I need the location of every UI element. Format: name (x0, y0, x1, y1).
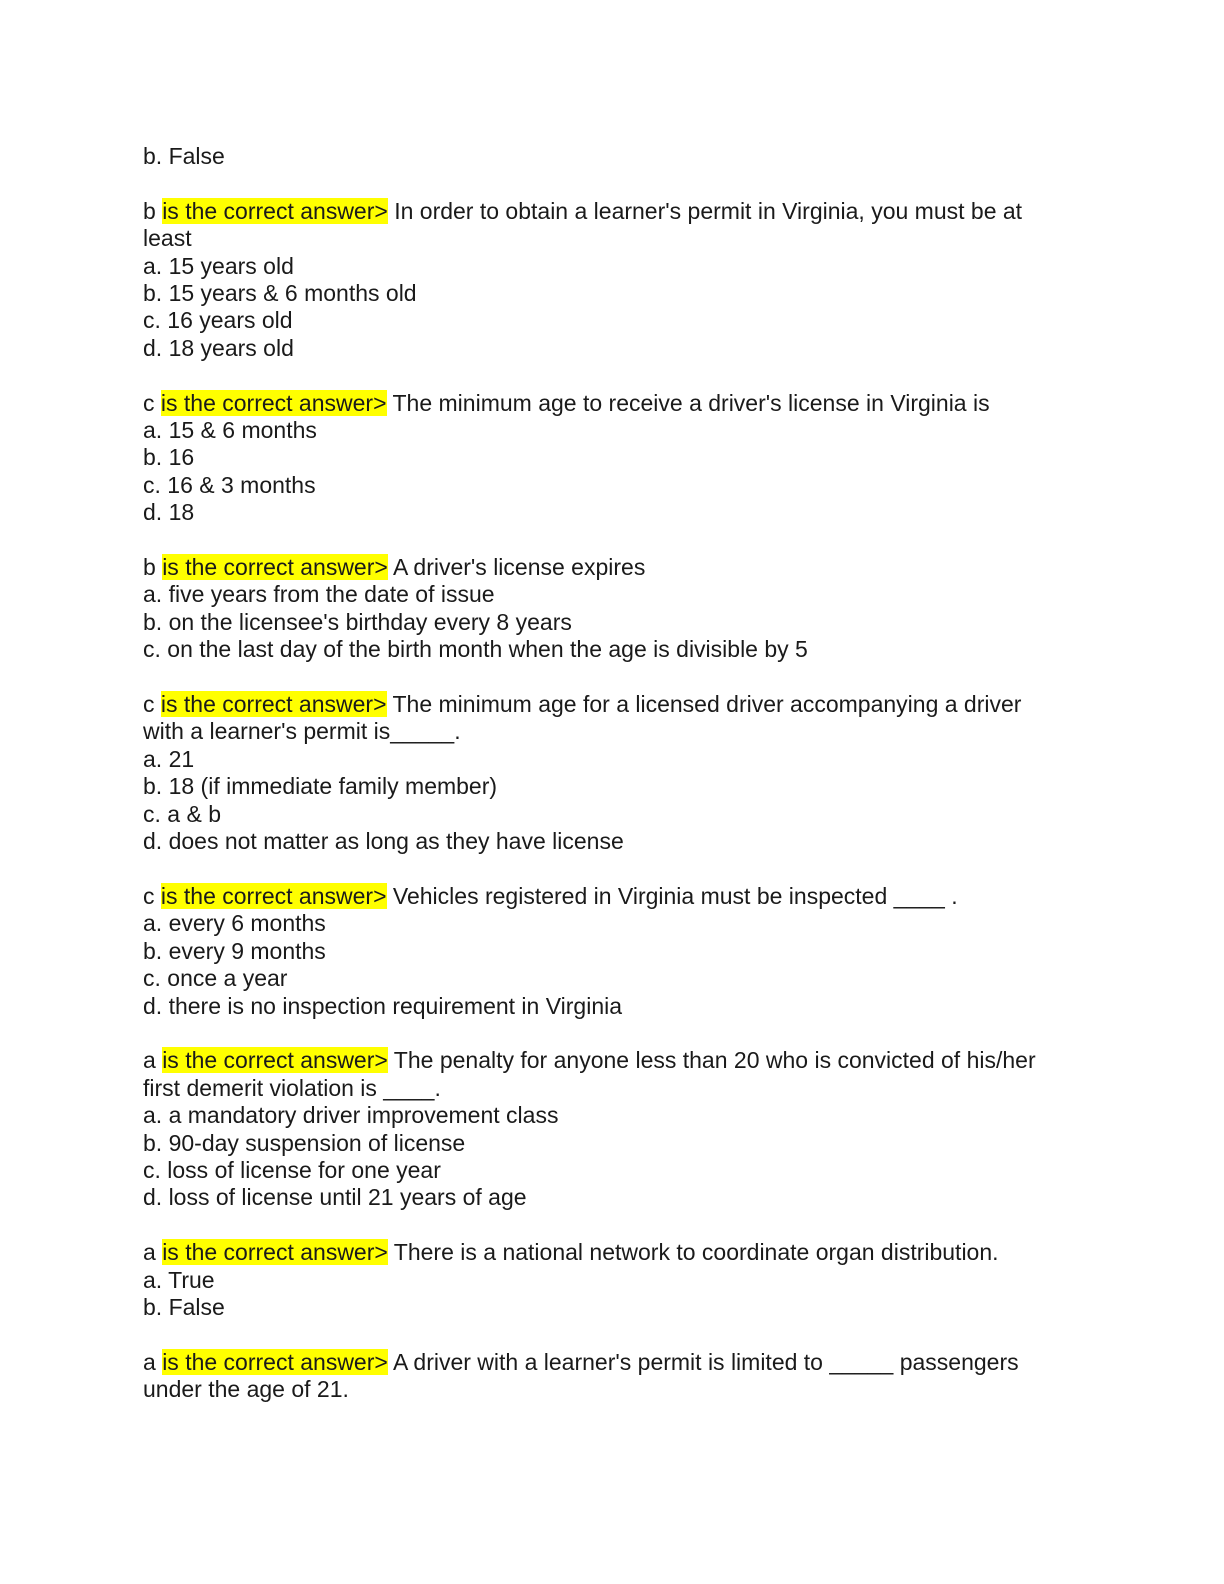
option: a. a mandatory driver improvement class (143, 1102, 559, 1129)
option: b. 18 (if immediate family member) (143, 773, 498, 800)
option: b. 15 years & 6 months old (143, 280, 417, 307)
answer-highlight: is the correct answer> (162, 1047, 388, 1074)
question-line (143, 198, 1083, 225)
option: d. does not matter as long as they have license (143, 828, 624, 855)
document-page (143, 143, 1083, 1404)
question-block (143, 691, 1083, 855)
answer-letter: c (143, 882, 155, 909)
answer-letter: a (143, 1239, 156, 1266)
spacer (143, 664, 1083, 691)
option: b. on the licensee's birthday every 8 years (143, 608, 572, 635)
answer-letter: b (143, 197, 156, 224)
spacer (143, 1212, 1083, 1239)
option: a. five years from the date of issue (143, 581, 495, 608)
question-text: There is a national network to coordinate organ distribution. (393, 1239, 999, 1266)
question-text-continued: with a learner's permit is_____. (143, 718, 461, 745)
spacer (143, 170, 1083, 197)
question-text: The minimum age for a licensed driver accompanying a driver (392, 691, 1022, 718)
question-text: In order to obtain a learner's permit in Virginia, you must be at (394, 197, 1023, 224)
option: a. True (143, 1266, 215, 1293)
option: d. loss of license until 21 years of age (143, 1184, 527, 1211)
question-line (143, 554, 1083, 581)
answer-highlight: is the correct answer> (162, 1239, 388, 1266)
question-text: Vehicles registered in Virginia must be inspected ____ . (392, 882, 958, 909)
option: a. 21 (143, 745, 195, 772)
option: c. once a year (143, 965, 288, 992)
spacer (143, 362, 1083, 389)
answer-letter: b (143, 554, 156, 581)
option: d. 18 years old (143, 334, 294, 361)
answer-letter: a (143, 1047, 156, 1074)
spacer (143, 1321, 1083, 1348)
spacer (143, 1020, 1083, 1047)
option: b. 90-day suspension of license (143, 1129, 466, 1156)
question-line (143, 691, 1083, 718)
question-block (143, 390, 1083, 527)
question-text: A driver with a learner's permit is limited to _____ passengers (392, 1348, 1019, 1375)
question-line (143, 1349, 1083, 1376)
question-block (143, 198, 1083, 362)
lead-option: b. False (143, 143, 225, 169)
answer-highlight: is the correct answer> (160, 882, 387, 909)
option: a. 15 years old (143, 252, 294, 279)
question-text-continued: first demerit violation is ____. (143, 1074, 441, 1101)
answer-highlight: is the correct answer> (162, 554, 388, 581)
question-block (143, 554, 1083, 664)
option: c. loss of license for one year (143, 1156, 441, 1183)
answer-highlight: is the correct answer> (160, 389, 387, 416)
answer-highlight: is the correct answer> (160, 691, 387, 718)
answer-letter: c (143, 691, 155, 718)
option: d. 18 (143, 499, 195, 526)
option: d. there is no inspection requirement in Virginia (143, 992, 623, 1019)
question-block (143, 1239, 1083, 1321)
question-block (143, 1047, 1083, 1211)
question-text-continued: least (143, 225, 192, 252)
spacer (143, 856, 1083, 883)
question-line (143, 1047, 1083, 1074)
option: c. a & b (143, 800, 221, 827)
option: b. False (143, 1293, 225, 1320)
question-text-continued: under the age of 21. (143, 1376, 349, 1403)
question-block (143, 883, 1083, 1020)
spacer (143, 527, 1083, 554)
question-text: A driver's license expires (392, 554, 646, 581)
question-block (143, 1349, 1083, 1404)
answer-letter: a (143, 1348, 156, 1375)
question-line (143, 1239, 1083, 1266)
option: a. every 6 months (143, 910, 326, 937)
option: a. 15 & 6 months (143, 417, 317, 444)
option: c. on the last day of the birth month when the age is divisible by 5 (143, 636, 808, 663)
question-line (143, 883, 1083, 910)
answer-highlight: is the correct answer> (162, 197, 388, 224)
option: c. 16 & 3 months (143, 471, 316, 498)
option: c. 16 years old (143, 307, 293, 334)
answer-letter: c (143, 389, 155, 416)
question-text: The minimum age to receive a driver's license in Virginia is (392, 389, 990, 416)
question-text: The penalty for anyone less than 20 who is convicted of his/her (393, 1047, 1036, 1074)
answer-highlight: is the correct answer> (162, 1348, 388, 1375)
option: b. every 9 months (143, 937, 326, 964)
option: b. 16 (143, 444, 195, 471)
question-line (143, 390, 1083, 417)
